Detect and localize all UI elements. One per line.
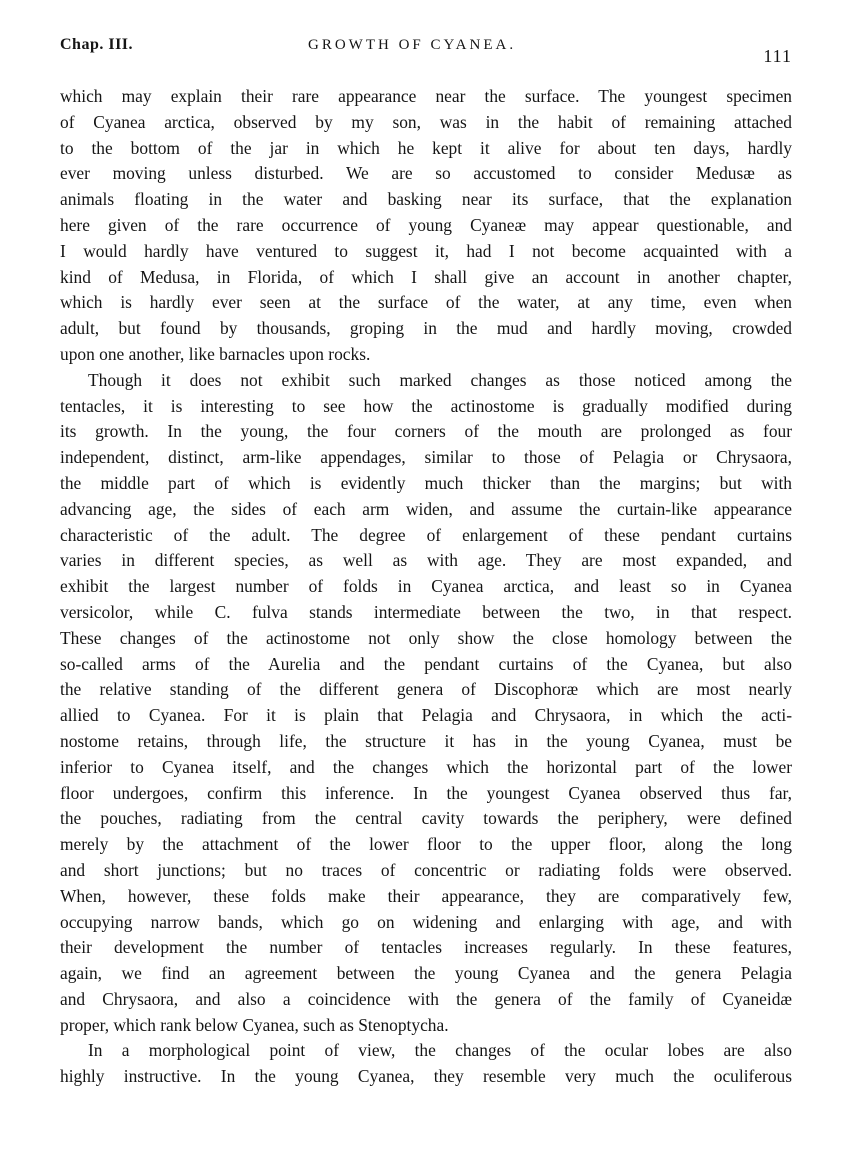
paragraph (60, 1038, 792, 1090)
text-line: When, however, these folds make their appearance, they are comparatively few, (60, 885, 792, 906)
running-title: GROWTH OF CYANEA. (308, 37, 517, 53)
text-line: its growth. In the young, the four corners of the mouth are prolonged as four (60, 421, 792, 442)
text-line: versicolor, while C. fulva stands intermediate between the two, in that respect. (60, 601, 792, 622)
running-header (60, 36, 792, 66)
chapter-label: Chap. III. (60, 36, 134, 53)
text-line: and short junctions; but no traces of concentric or radiating folds were observed. (60, 859, 792, 880)
text-line: advancing age, the sides of each arm widen, and assume the curtain-like appearance (60, 498, 792, 519)
text-line: kind of Medusa, in Florida, of which I shall give an account in another chapter, (60, 266, 792, 287)
page-number: 111 (763, 46, 792, 66)
text-line: which may explain their rare appearance near the surface. The youngest specimen (60, 86, 792, 106)
text-line: upon one another, like barnacles upon rocks. (60, 343, 371, 364)
text-line: independent, distinct, arm-like appendages, similar to those of Pelagia or Chrysaora, (60, 447, 792, 468)
text-line: Though it does not exhibit such marked changes as those noticed among the (88, 369, 792, 390)
text-line: ever moving unless disturbed. We are so accustomed to consider Medusæ as (60, 163, 792, 184)
paragraph (60, 368, 792, 1039)
text-line: highly instructive. In the young Cyanea, they resemble very much the oculiferous (60, 1066, 792, 1087)
text-line: and Chrysaora, and also a coincidence with the genera of the family of Cyaneidæ (60, 988, 792, 1009)
body-text (60, 84, 792, 1090)
text-line: so-called arms of the Aurelia and the pendant curtains of the Cyanea, but also (60, 653, 792, 674)
text-line: These changes of the actinostome not only show the close homology between the (60, 627, 792, 648)
text-line: occupying narrow bands, which go on widening and enlarging with age, and with (60, 911, 792, 932)
text-line: merely by the attachment of the lower floor to the upper floor, along the long (60, 834, 792, 855)
text-line: exhibit the largest number of folds in Cyanea arctica, and least so in Cyanea (60, 576, 792, 597)
text-line: varies in different species, as well as with age. They are most expanded, and (60, 550, 792, 571)
text-line: nostome retains, through life, the structure it has in the young Cyanea, must be (60, 730, 792, 751)
text-line: of Cyanea arctica, observed by my son, was in the habit of remaining attached (60, 111, 792, 132)
text-line: the relative standing of the different genera of Discophoræ which are most nearly (60, 679, 792, 700)
text-line: which is hardly ever seen at the surface of the water, at any time, even when (60, 292, 792, 313)
text-line: again, we find an agreement between the young Cyanea and the genera Pelagia (60, 963, 792, 984)
text-line: their development the number of tentacles increases regularly. In these features, (60, 937, 792, 958)
text-line: to the bottom of the jar in which he kept it alive for about ten days, hardly (60, 137, 792, 158)
text-line: characteristic of the adult. The degree of enlargement of these pendant curtains (60, 524, 792, 545)
text-line: tentacles, it is interesting to see how the actinostome is gradually modified during (60, 395, 792, 416)
text-line: allied to Cyanea. For it is plain that Pelagia and Chrysaora, in which the acti- (60, 705, 792, 726)
text-line: floor undergoes, confirm this inference. In the youngest Cyanea observed thus far, (60, 782, 792, 803)
text-line: I would hardly have ventured to suggest it, had I not become acquainted with a (60, 240, 792, 261)
text-line: proper, which rank below Cyanea, such as Stenoptycha. (60, 1014, 449, 1035)
text-line: here given of the rare occurrence of young Cyaneæ may appear questionable, and (60, 214, 792, 235)
paragraph (60, 84, 792, 368)
text-line: adult, but found by thousands, groping in the mud and hardly moving, crowded (60, 318, 792, 339)
text-line: the pouches, radiating from the central cavity towards the periphery, were defined (60, 808, 792, 829)
text-line: In a morphological point of view, the changes of the ocular lobes are also (88, 1040, 792, 1061)
text-line: the middle part of which is evidently much thicker than the margins; but with (60, 472, 792, 493)
text-line: animals floating in the water and basking near its surface, that the explanation (60, 189, 792, 210)
text-line: inferior to Cyanea itself, and the changes which the horizontal part of the lower (60, 756, 792, 777)
